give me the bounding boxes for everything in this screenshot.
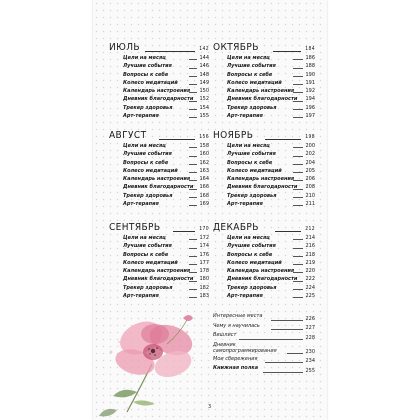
toc-item-page: 190	[305, 71, 315, 78]
toc-item[interactable]	[109, 175, 209, 183]
toc-item[interactable]	[213, 267, 315, 275]
toc-item-label: Арт-терапия	[227, 201, 263, 208]
toc-item-page: 205	[305, 167, 315, 174]
toc-extra-label: Мои сбережения	[213, 355, 258, 362]
toc-item-page: 180	[199, 276, 209, 283]
toc-item[interactable]	[213, 251, 315, 259]
toc-section-august	[109, 130, 209, 208]
leader-line	[293, 68, 303, 69]
leader-line	[159, 139, 195, 140]
toc-item[interactable]	[213, 192, 315, 200]
toc-item-label: Колесо медитаций	[123, 259, 178, 266]
toc-item-label: Лучшие события	[123, 63, 172, 70]
section-title: НОЯБРЬ	[213, 130, 254, 141]
toc-item-page: 146	[199, 63, 209, 70]
toc-item[interactable]	[109, 62, 209, 70]
toc-item-page: 183	[199, 293, 209, 300]
toc-item-label: Арт-терапия	[123, 201, 159, 208]
toc-item[interactable]	[109, 183, 209, 191]
toc-item-page: 214	[305, 235, 315, 241]
toc-extra-item[interactable]	[213, 313, 315, 323]
toc-item[interactable]	[109, 275, 209, 283]
table-of-contents-page	[93, 0, 327, 420]
leader-line	[293, 101, 303, 102]
leader-line	[189, 248, 197, 249]
section-heading	[213, 222, 315, 234]
toc-item[interactable]	[109, 79, 209, 87]
leader-line	[189, 180, 197, 181]
toc-item[interactable]	[213, 142, 315, 150]
toc-item-page: 144	[199, 55, 209, 61]
leader-line	[293, 297, 303, 298]
leader-line	[273, 51, 301, 52]
leader-line	[189, 297, 197, 298]
leader-line	[293, 59, 303, 60]
toc-extra-page: 234	[305, 358, 315, 364]
toc-item[interactable]	[109, 150, 209, 158]
toc-item-label: Вопросы к себе	[123, 251, 169, 258]
toc-item-page: 152	[199, 96, 209, 103]
section-page-number: 142	[199, 46, 209, 52]
toc-item-list	[109, 234, 209, 300]
toc-item-page: 188	[305, 63, 315, 70]
toc-extra-label: Чему я научилась	[213, 322, 260, 329]
toc-item[interactable]	[109, 200, 209, 208]
toc-extra-page: 227	[305, 325, 315, 331]
leader-line	[189, 164, 197, 165]
toc-item-page: 204	[305, 159, 315, 166]
toc-item-label: Дневник благодарности	[123, 96, 194, 103]
toc-item-page: 220	[305, 268, 315, 275]
leader-line	[293, 189, 303, 190]
toc-item-page: 155	[199, 113, 209, 120]
toc-item-label: Дневник благодарности	[227, 184, 298, 191]
toc-section-december	[213, 222, 315, 300]
toc-extra-label: Интересные места	[213, 313, 263, 319]
toc-extra-item[interactable]	[213, 356, 315, 366]
toc-item-list	[109, 54, 209, 120]
toc-item-page: 150	[199, 88, 209, 95]
toc-section-september	[109, 222, 209, 300]
toc-item-list	[109, 142, 209, 208]
leader-line	[189, 197, 197, 198]
toc-section-november	[213, 130, 315, 208]
toc-item-label: Лучшие события	[123, 151, 172, 158]
toc-section-october	[213, 42, 315, 120]
toc-item-label: Колесо медитаций	[123, 79, 178, 86]
section-heading	[109, 130, 209, 142]
toc-item[interactable]	[213, 62, 315, 70]
toc-item[interactable]	[109, 159, 209, 167]
toc-item-label: Календарь настроения	[123, 268, 191, 275]
section-page-number: 156	[199, 134, 209, 140]
toc-item[interactable]	[213, 183, 315, 191]
toc-item[interactable]	[109, 167, 209, 175]
flower-illustration	[97, 312, 207, 420]
toc-item[interactable]	[213, 275, 315, 283]
leader-line	[189, 68, 197, 69]
toc-item-page: 206	[305, 176, 315, 183]
toc-item-label: Лучшие события	[227, 243, 276, 250]
toc-item-label: Цели на месяц	[227, 55, 270, 61]
toc-extra-item[interactable]	[213, 365, 315, 375]
toc-item[interactable]	[109, 87, 209, 95]
leader-line	[145, 51, 195, 52]
toc-item-label: Цели на месяц	[227, 235, 270, 241]
toc-item-label: Арт-терапия	[227, 293, 263, 300]
toc-item-page: 174	[199, 243, 209, 250]
leader-line	[293, 256, 303, 257]
toc-item-page: 216	[305, 243, 315, 250]
toc-item-label: Лучшие события	[227, 63, 276, 70]
section-heading	[213, 42, 315, 54]
toc-item[interactable]	[109, 142, 209, 150]
toc-item[interactable]	[109, 267, 209, 275]
leader-line	[189, 147, 197, 148]
leader-line	[265, 362, 303, 363]
section-page-number: 198	[305, 134, 315, 140]
toc-item[interactable]	[213, 71, 315, 79]
leader-line	[189, 156, 197, 157]
leader-line	[189, 256, 197, 257]
leader-line	[189, 172, 197, 173]
toc-item-page: 208	[305, 184, 315, 191]
toc-extra-label: Дневник самопрограммирования	[213, 341, 277, 354]
section-title: АВГУСТ	[109, 130, 147, 141]
toc-item-page: 182	[199, 284, 209, 291]
bud-icon	[183, 315, 193, 321]
toc-item[interactable]	[213, 95, 315, 103]
toc-item[interactable]	[109, 259, 209, 267]
toc-item-label: Трекер здоровья	[227, 192, 277, 199]
toc-item[interactable]	[109, 104, 209, 112]
toc-item-label: Лучшие события	[227, 151, 276, 158]
toc-item-page: 197	[305, 113, 315, 120]
toc-item-label: Цели на месяц	[123, 55, 166, 61]
toc-item[interactable]	[109, 54, 209, 62]
section-page-number: 170	[199, 226, 209, 232]
leaf-icon	[99, 409, 117, 417]
toc-item-label: Календарь настроения	[227, 176, 295, 183]
toc-item-page: 177	[199, 259, 209, 266]
leader-line	[293, 156, 303, 157]
leader-line	[293, 117, 303, 118]
toc-item-label: Вопросы к себе	[227, 71, 273, 78]
section-page-number: 212	[305, 226, 315, 232]
leader-line	[293, 164, 303, 165]
leader-line	[293, 272, 303, 273]
section-title: СЕНТЯБРЬ	[109, 222, 161, 233]
toc-item-label: Трекер здоровья	[123, 192, 173, 199]
leader-line	[293, 197, 303, 198]
leader-line	[189, 289, 197, 290]
leader-line	[189, 239, 197, 240]
leader-line	[293, 264, 303, 265]
toc-item-label: Арт-терапия	[227, 113, 263, 120]
leader-line	[271, 329, 303, 330]
toc-item-page: 160	[199, 151, 209, 158]
toc-item-page: 224	[305, 284, 315, 291]
toc-item-label: Арт-терапия	[123, 293, 159, 300]
toc-item-page: 200	[305, 143, 315, 149]
toc-item-label: Календарь настроения	[227, 88, 295, 95]
leader-line	[265, 139, 301, 140]
toc-item-label: Вопросы к себе	[227, 159, 273, 166]
toc-item-page: 149	[199, 79, 209, 86]
toc-item-page: 210	[305, 192, 315, 199]
toc-item[interactable]	[109, 242, 209, 250]
section-heading	[213, 130, 315, 142]
toc-extra-item[interactable]	[213, 342, 315, 356]
toc-item[interactable]	[109, 251, 209, 259]
leader-line	[293, 180, 303, 181]
toc-item-label: Колесо медитаций	[227, 259, 282, 266]
leader-line	[189, 109, 197, 110]
toc-extra-page: 226	[305, 315, 315, 322]
leader-line	[189, 101, 197, 102]
leader-line	[293, 248, 303, 249]
toc-item-label: Цели на месяц	[123, 143, 166, 149]
toc-item-label: Вопросы к себе	[123, 159, 169, 166]
toc-item[interactable]	[213, 79, 315, 87]
toc-item-page: 222	[305, 276, 315, 283]
toc-item-page: 154	[199, 104, 209, 111]
toc-item[interactable]	[109, 95, 209, 103]
toc-item[interactable]	[109, 192, 209, 200]
toc-item[interactable]	[213, 200, 315, 208]
toc-item[interactable]	[213, 104, 315, 112]
toc-item[interactable]	[213, 284, 315, 292]
leader-line	[275, 231, 301, 232]
toc-item-label: Календарь настроения	[123, 176, 191, 183]
toc-item[interactable]	[213, 234, 315, 242]
section-title: ДЕКАБРЬ	[213, 222, 259, 233]
toc-item-label: Трекер здоровья	[227, 284, 277, 291]
toc-item-label: Колесо медитаций	[123, 167, 178, 174]
toc-item[interactable]	[213, 112, 315, 120]
toc-item-page: 186	[305, 55, 315, 61]
toc-item-label: Вопросы к себе	[227, 251, 273, 258]
toc-item-page: 168	[199, 192, 209, 199]
toc-item[interactable]	[109, 284, 209, 292]
section-page-number: 184	[305, 46, 315, 52]
toc-item-page: 176	[199, 251, 209, 258]
leader-line	[189, 92, 197, 93]
toc-item-list	[213, 142, 315, 208]
toc-item-page: 194	[305, 96, 315, 103]
toc-extra-page: 228	[305, 334, 315, 341]
leader-line	[293, 205, 303, 206]
toc-extra-item[interactable]	[213, 332, 315, 342]
toc-extra-label: Вишлист	[213, 332, 237, 338]
toc-extra-item[interactable]	[213, 323, 315, 333]
leader-line	[189, 117, 197, 118]
toc-item-list	[213, 234, 315, 300]
toc-extra-page: 230	[305, 348, 315, 355]
section-title: ОКТЯБРЬ	[213, 42, 259, 53]
toc-item-page: 148	[199, 71, 209, 78]
leader-line	[293, 172, 303, 173]
leader-line	[189, 84, 197, 85]
toc-extra-page: 255	[305, 367, 315, 374]
leader-line	[293, 76, 303, 77]
toc-item[interactable]	[213, 292, 315, 300]
toc-item-label: Трекер здоровья	[123, 104, 173, 111]
toc-item-page: 202	[305, 151, 315, 158]
toc-item-page: 192	[305, 88, 315, 95]
leader-line	[293, 147, 303, 148]
section-heading	[109, 42, 209, 54]
toc-extras	[213, 313, 315, 375]
leaf-icon	[113, 390, 137, 398]
leader-line	[189, 264, 197, 265]
leader-line	[189, 189, 197, 190]
toc-item[interactable]	[213, 54, 315, 62]
toc-item-label: Вопросы к себе	[123, 71, 169, 78]
toc-item-page: 164	[199, 176, 209, 183]
toc-item-page: 211	[305, 201, 315, 208]
leader-line	[271, 320, 303, 321]
leader-line	[189, 281, 197, 282]
leader-line	[293, 109, 303, 110]
toc-item[interactable]	[213, 259, 315, 267]
leader-line	[189, 272, 197, 273]
toc-item-label: Календарь настроения	[227, 268, 295, 275]
leader-line	[293, 281, 303, 282]
leader-line	[263, 372, 303, 373]
toc-item[interactable]	[213, 167, 315, 175]
toc-item[interactable]	[213, 87, 315, 95]
toc-item[interactable]	[213, 175, 315, 183]
toc-item-page: 196	[305, 104, 315, 111]
toc-item-label: Дневник благодарности	[227, 96, 298, 103]
toc-item-page: 169	[199, 201, 209, 208]
toc-item[interactable]	[213, 150, 315, 158]
toc-item[interactable]	[109, 112, 209, 120]
toc-item[interactable]	[109, 71, 209, 79]
toc-item[interactable]	[109, 234, 209, 242]
toc-item-page: 162	[199, 159, 209, 166]
toc-item-page: 172	[199, 235, 209, 241]
toc-item-label: Дневник благодарности	[227, 276, 298, 283]
leader-line	[239, 339, 303, 340]
leader-line	[189, 205, 197, 206]
section-title: ИЮЛЬ	[109, 42, 140, 53]
toc-item-list	[213, 54, 315, 120]
toc-item-label: Колесо медитаций	[227, 79, 282, 86]
toc-item-label: Дневник благодарности	[123, 184, 194, 191]
section-heading	[109, 222, 209, 234]
toc-item-label: Дневник благодарности	[123, 276, 194, 283]
leader-line	[189, 59, 197, 60]
toc-item-page: 178	[199, 268, 209, 275]
toc-item-label: Трекер здоровья	[123, 284, 173, 291]
leader-line	[293, 84, 303, 85]
toc-item-label: Цели на месяц	[227, 143, 270, 149]
leader-line	[287, 353, 303, 354]
toc-item-page: 225	[305, 293, 315, 300]
leader-line	[293, 239, 303, 240]
toc-item-page: 219	[305, 259, 315, 266]
leader-line	[293, 92, 303, 93]
toc-item-page: 163	[199, 167, 209, 174]
toc-item-label: Арт-терапия	[123, 113, 159, 120]
toc-item[interactable]	[213, 159, 315, 167]
toc-item-label: Лучшие события	[123, 243, 172, 250]
toc-item-label: Трекер здоровья	[227, 104, 277, 111]
toc-item-page: 166	[199, 184, 209, 191]
leaf-icon	[133, 400, 155, 405]
page-number: 3	[208, 404, 212, 410]
toc-item[interactable]	[213, 242, 315, 250]
leader-line	[189, 76, 197, 77]
toc-item-label: Колесо медитаций	[227, 167, 282, 174]
leader-line	[293, 289, 303, 290]
toc-item[interactable]	[109, 292, 209, 300]
toc-item-page: 158	[199, 143, 209, 149]
toc-section-july	[109, 42, 209, 120]
leader-line	[173, 231, 195, 232]
toc-item-page: 191	[305, 79, 315, 86]
toc-item-label: Цели на месяц	[123, 235, 166, 241]
toc-extra-label: Книжная полка	[213, 365, 259, 371]
toc-item-label: Календарь настроения	[123, 88, 191, 95]
toc-item-page: 218	[305, 251, 315, 258]
